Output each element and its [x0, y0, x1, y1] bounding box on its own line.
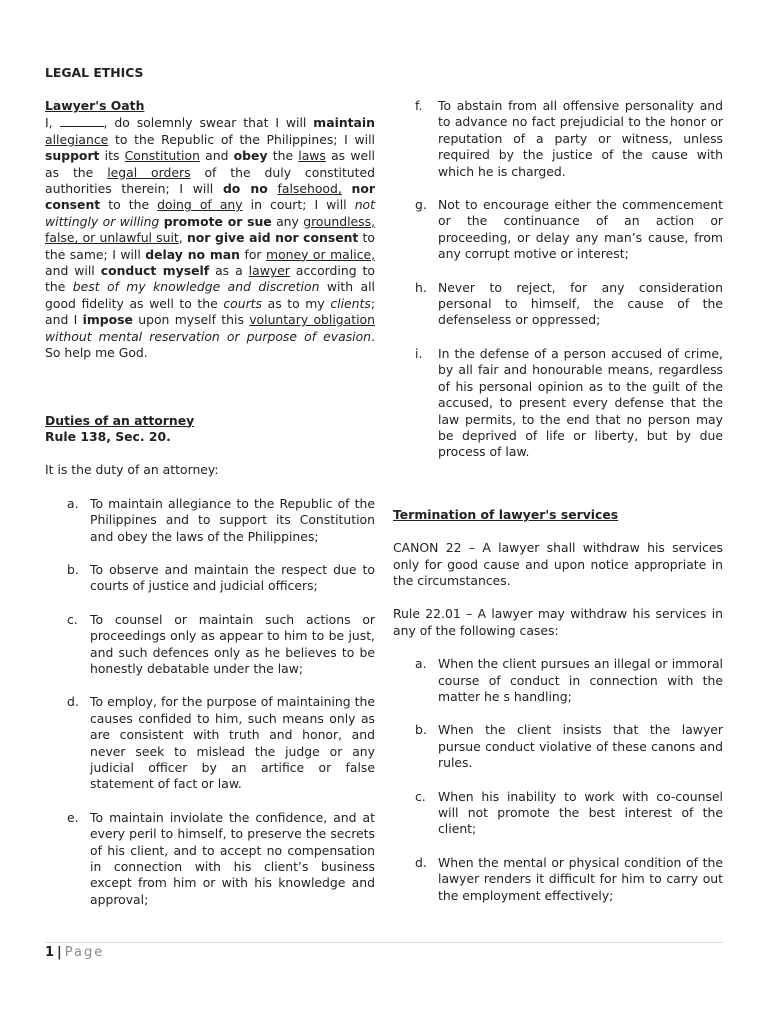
list-item	[45, 562, 375, 595]
oath-segment: upon myself this	[132, 312, 250, 328]
name-blank	[60, 114, 104, 127]
list-item	[393, 656, 723, 705]
list-marker: e.	[67, 809, 79, 825]
oath-segment: support	[45, 148, 100, 164]
list-item	[45, 810, 375, 908]
oath-segment: maintain	[313, 115, 375, 131]
oath-heading: Lawyer's Oath	[45, 98, 145, 113]
oath-segment: impose	[82, 312, 133, 328]
list-marker: b.	[415, 722, 427, 738]
oath-segment: and	[199, 148, 234, 164]
oath-segment: as well as the	[45, 148, 375, 180]
list-item	[393, 197, 723, 263]
document-title: LEGAL ETHICS	[45, 65, 144, 80]
oath-segment: clients	[330, 295, 371, 311]
oath-segment: its	[99, 148, 125, 164]
duties-list-right	[393, 98, 723, 461]
list-item-text: When the mental or physical condition of the lawyer renders it difficult for him to carry out the employment effectively;	[438, 854, 723, 903]
oath-segment: groundless, false, or unlawful suit	[45, 213, 376, 246]
duties-heading: Duties of an attorney	[45, 412, 195, 428]
list-item-text: To maintain inviolate the confidence, and at every peril to himself, to preserve the secrets of his client, and to accept no compensation in connection with his client’s business except from him or with his knowledge and approval;	[90, 809, 375, 907]
list-item-text: When the client pursues an illegal or immoral course of conduct in connection with the matter he s handling;	[438, 656, 723, 704]
oath-segment: legal orders	[107, 164, 191, 180]
list-item-text: Never to reject, for any consideration personal to himself, the cause of the defenseless or oppressed;	[438, 279, 723, 328]
list-item-text: To maintain allegiance to the Republic of the Philippines and to support its Constitution and obey the laws of the Philippines;	[90, 495, 375, 544]
list-item	[393, 346, 723, 461]
page-footer	[45, 945, 104, 961]
oath-segment: according to the	[45, 263, 375, 295]
oath-segment: to the Republic of the Philippines; I will	[108, 131, 375, 147]
oath-segment: laws	[298, 148, 326, 164]
list-marker: g.	[415, 197, 427, 213]
oath-segment: voluntary obligation	[249, 312, 375, 328]
list-marker: a.	[67, 495, 79, 511]
oath-segment: of the duly constituted authorities therein; I will	[45, 164, 375, 197]
list-item-text: To abstain from all offensive personality and to advance no fact prejudicial to the honor or reputation of a party or witness, unless required by the justice of the cause with which he is charged.	[438, 98, 723, 179]
oath-segment: lawyer	[248, 263, 290, 279]
list-marker: f.	[415, 98, 423, 113]
duties-list-left	[45, 496, 375, 909]
oath-segment: doing of any	[157, 197, 243, 213]
rule-22-01-text: Rule 22.01 – A lawyer may withdraw his services in any of the following cases:	[393, 606, 723, 638]
list-item	[393, 98, 723, 180]
page-label: Page	[64, 945, 105, 960]
oath-segment: allegiance	[45, 131, 109, 147]
oath-segment: as to my	[262, 295, 331, 311]
oath-segment: obey	[233, 148, 268, 164]
oath-segment: not wittingly or willing	[45, 197, 375, 229]
oath-paragraph	[45, 114, 375, 361]
list-item-text: To observe and maintain the respect due to courts of justice and judicial officers;	[90, 561, 375, 594]
list-item	[45, 694, 375, 792]
list-item	[393, 789, 723, 838]
list-item	[45, 496, 375, 545]
canon-22-text: CANON 22 – A lawyer shall withdraw his services only for good cause and upon notice appropriate in the circumstances.	[393, 540, 723, 588]
oath-segment: promote or sue	[163, 213, 272, 229]
list-marker: h.	[415, 279, 427, 295]
list-item-text: To employ, for the purpose of maintaining the causes confided to him, such means only as are consistent with truth and honor, and never seek to mislead the judge or any judicial officer by an artifice or false statement of fact or law.	[90, 694, 375, 792]
list-marker: b.	[67, 561, 79, 577]
duties-intro: It is the duty of an attorney:	[45, 462, 219, 478]
oath-segment: . So help me God.	[45, 328, 375, 361]
duties-rule-reference: Rule 138, Sec. 20.	[45, 428, 171, 444]
oath-segment: , do solemnly swear that I will	[103, 115, 314, 131]
oath-segment: courts	[223, 295, 262, 311]
left-column	[45, 98, 375, 908]
list-item	[393, 855, 723, 904]
list-item-text: When his inability to work with co-counsel will not promote the best interest of the client;	[438, 788, 723, 837]
right-column	[393, 98, 723, 904]
oath-segment	[342, 181, 352, 196]
oath-segment: with all good fidelity as well to the	[45, 279, 375, 311]
list-item-text: Not to encourage either the commencement or the continuance of an action or proceeding, or delay any man’s cause, from any corrupt motive or interest;	[438, 197, 723, 262]
oath-segment: as a	[209, 263, 249, 279]
oath-segment: without mental reservation or purpose of evasion	[45, 328, 372, 344]
list-marker: d.	[67, 694, 79, 710]
oath-segment: conduct myself	[100, 263, 210, 279]
oath-segment: and will	[45, 263, 101, 279]
oath-segment: for	[240, 246, 266, 262]
list-marker: d.	[415, 854, 427, 870]
oath-segment: best of my knowledge and discretion	[72, 279, 320, 295]
footer-separator: |	[57, 945, 62, 960]
list-item-text: In the defense of a person accused of crime, by all fair and honourable means, regardless of his personal opinion as to the guilt of the accused, to present every defense that the law permits, to the end that no person may be deprived of life or liberty, but by due process of law.	[438, 345, 723, 460]
oath-segment: do no	[222, 181, 268, 197]
oath-segment: in court; I will	[242, 197, 355, 213]
oath-segment: I,	[45, 115, 60, 131]
oath-segment	[268, 181, 278, 196]
page-number: 1	[45, 945, 55, 960]
oath-segment: ,	[178, 230, 187, 246]
oath-segment: to the	[100, 197, 158, 213]
oath-segment: nor give aid nor consent	[186, 230, 359, 246]
oath-segment: money or malice,	[266, 246, 376, 262]
oath-segment: nor consent	[45, 181, 375, 213]
footer-divider	[45, 942, 723, 943]
oath-segment: ; and I	[45, 295, 375, 328]
list-marker: a.	[415, 656, 427, 672]
withdrawal-cases-list	[393, 656, 723, 904]
oath-segment: falsehood,	[277, 181, 342, 197]
list-item	[393, 280, 723, 329]
oath-segment: Constitution	[124, 148, 200, 164]
list-marker: c.	[415, 788, 426, 804]
oath-segment: delay no man	[145, 246, 240, 262]
oath-segment: any	[271, 213, 304, 229]
list-marker: i.	[415, 345, 423, 361]
list-item	[45, 612, 375, 678]
list-item-text: To counsel or maintain such actions or proceedings only as appear to him to be just, and such defences only as he believes to be honestly debatable under the law;	[90, 611, 375, 676]
list-item-text: When the client insists that the lawyer pursue conduct violative of these canons and rules.	[438, 722, 723, 771]
oath-segment: the	[267, 148, 299, 164]
termination-heading: Termination of lawyer's services	[393, 506, 619, 522]
list-marker: c.	[67, 611, 78, 627]
oath-segment: to the same; I will	[45, 230, 375, 262]
list-item	[393, 722, 723, 771]
